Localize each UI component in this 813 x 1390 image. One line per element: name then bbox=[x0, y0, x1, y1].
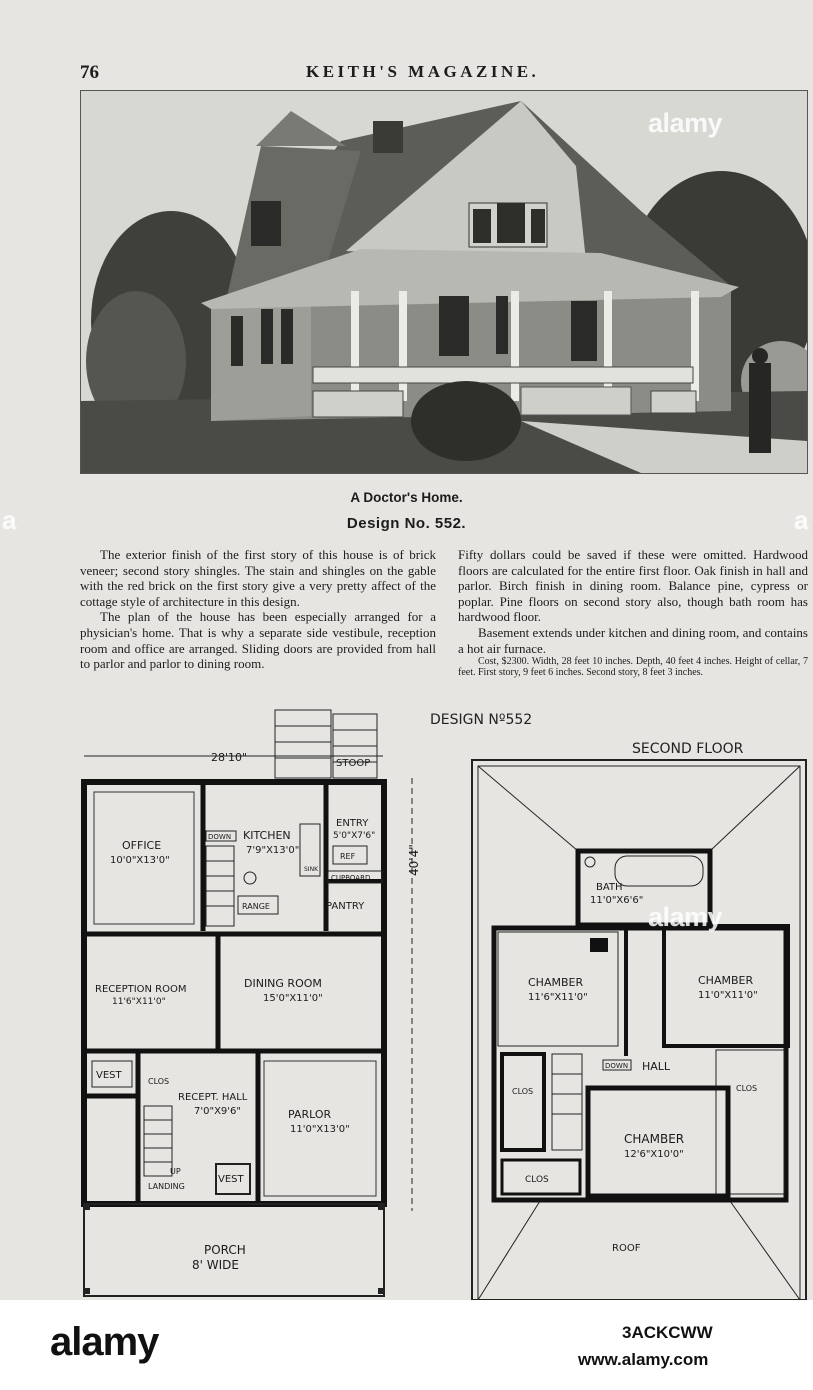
text-column-left bbox=[80, 547, 436, 672]
second-floor-plan bbox=[470, 756, 808, 1300]
roof-label: ROOF bbox=[612, 1243, 641, 1254]
dining-label: DINING ROOM bbox=[244, 977, 322, 990]
site-url[interactable]: www.alamy.com bbox=[578, 1350, 709, 1369]
pantry-label: PANTRY bbox=[326, 901, 365, 912]
house-drawing bbox=[81, 91, 807, 473]
landing-label: LANDING bbox=[148, 1182, 185, 1191]
paragraph: The plan of the house has been especially arranged for a physician's home. That is why a separate side vestibule, reception room and office are arranged. Sliding doors are provided from hall to parlor and parlor to dining room. bbox=[80, 609, 436, 672]
chamber-label-2: CHAMBER bbox=[698, 974, 754, 987]
entry-size: 5'0"X7'6" bbox=[333, 831, 376, 841]
recept-hall-label: RECEPT. HALL bbox=[178, 1092, 248, 1103]
bush bbox=[411, 381, 521, 461]
woman-figure bbox=[749, 363, 771, 453]
width-dimension: 28'10" bbox=[211, 751, 248, 764]
page-number: 76 bbox=[80, 62, 99, 83]
depth-dimension: 40'4" bbox=[407, 844, 421, 876]
porch-width: 8' WIDE bbox=[192, 1258, 239, 1272]
kitchen-label: KITCHEN bbox=[243, 829, 291, 842]
office-label: OFFICE bbox=[122, 839, 162, 852]
chamber-size-2: 11'0"X11'0" bbox=[698, 990, 758, 1001]
parlor-size: 11'0"X13'0" bbox=[290, 1124, 350, 1135]
clos-label-1: CLOS bbox=[512, 1087, 534, 1096]
kitchen-size: 7'9"X13'0" bbox=[246, 845, 300, 856]
bath-size: 11'0"X6'6" bbox=[590, 895, 644, 906]
design-label: DESIGN Nº552 bbox=[430, 712, 533, 728]
first-floor-plan bbox=[78, 706, 438, 1300]
office-size: 10'0"X13'0" bbox=[110, 855, 170, 866]
down-label-2: DOWN bbox=[605, 1062, 629, 1070]
chamber-size-3: 12'6"X10'0" bbox=[624, 1149, 684, 1160]
house-illustration bbox=[80, 90, 808, 474]
text-column-right bbox=[458, 547, 808, 679]
parlor-label: PARLOR bbox=[288, 1108, 332, 1121]
chamber-size-1: 11'6"X11'0" bbox=[528, 992, 588, 1003]
paragraph: Fifty dollars could be saved if these were omitted. Hardwood floors are calculated for the entire first floor. Oak finish in hall and parlor. Birch finish in dining room. Balance pine, cypress or poplar. Pine floors on second story also, though bath room has hardwood floor. bbox=[458, 547, 808, 625]
cupboard-label: CUPBOARD bbox=[331, 874, 371, 882]
down-label: DOWN bbox=[208, 833, 232, 841]
reception-size: 11'6"X11'0" bbox=[112, 997, 166, 1007]
clos-label: CLOS bbox=[148, 1077, 170, 1086]
ref-label: REF bbox=[340, 852, 356, 861]
second-floor-label: SECOND FLOOR bbox=[632, 741, 744, 757]
specs-text: Cost, $2300. Width, 28 feet 10 inches. Depth, 40 feet 4 inches. Height of cellar, 7 feet. First story, 9 feet 6 inches. Second story, 8 feet 3 inches. bbox=[458, 656, 808, 679]
stock-id: 3ACKCWW bbox=[622, 1323, 713, 1342]
paragraph: The exterior finish of the first story of this house is of brick veneer; second story shingles. The stain and shingles on the gable with the red brick on the first story give a very pretty affect of the cottage style of architecture in this design. bbox=[80, 547, 436, 609]
vest-label: VEST bbox=[96, 1070, 122, 1081]
range-label: RANGE bbox=[242, 902, 270, 911]
magazine-title: KEITH'S MAGAZINE. bbox=[306, 62, 540, 81]
chamber-label-1: CHAMBER bbox=[528, 976, 584, 989]
stoop-label: STOOP bbox=[336, 758, 371, 769]
bath-label: BATH bbox=[596, 882, 623, 893]
chamber-label-3: CHAMBER bbox=[624, 1132, 685, 1146]
entry-label: ENTRY bbox=[336, 818, 369, 829]
alamy-logo: alamy bbox=[50, 1320, 159, 1364]
sink-label: SINK bbox=[304, 866, 319, 873]
watermark-side-left: a bbox=[2, 505, 17, 535]
dining-size: 15'0"X11'0" bbox=[263, 993, 323, 1004]
roof-outline bbox=[472, 760, 806, 1300]
watermark-alamy: alamy bbox=[648, 108, 723, 138]
reception-label: RECEPTION ROOM bbox=[95, 984, 187, 995]
watermark-alamy-2: alamy bbox=[648, 902, 723, 932]
clos-label-2: CLOS bbox=[736, 1084, 758, 1093]
recept-hall-size: 7'0"X9'6" bbox=[194, 1106, 241, 1117]
caption-title: A Doctor's Home. bbox=[350, 490, 463, 505]
caption-design: Design No. 552. bbox=[346, 515, 467, 532]
watermark-side-right: a bbox=[794, 505, 809, 535]
hall-label: HALL bbox=[642, 1060, 671, 1073]
clos-label-3: CLOS bbox=[525, 1175, 549, 1185]
paragraph: Basement extends under kitchen and dining room, and contains a hot air furnace. bbox=[458, 624, 808, 656]
porch-label: PORCH bbox=[204, 1243, 246, 1257]
vest-label-2: VEST bbox=[218, 1174, 244, 1185]
up-label: UP bbox=[170, 1167, 181, 1176]
